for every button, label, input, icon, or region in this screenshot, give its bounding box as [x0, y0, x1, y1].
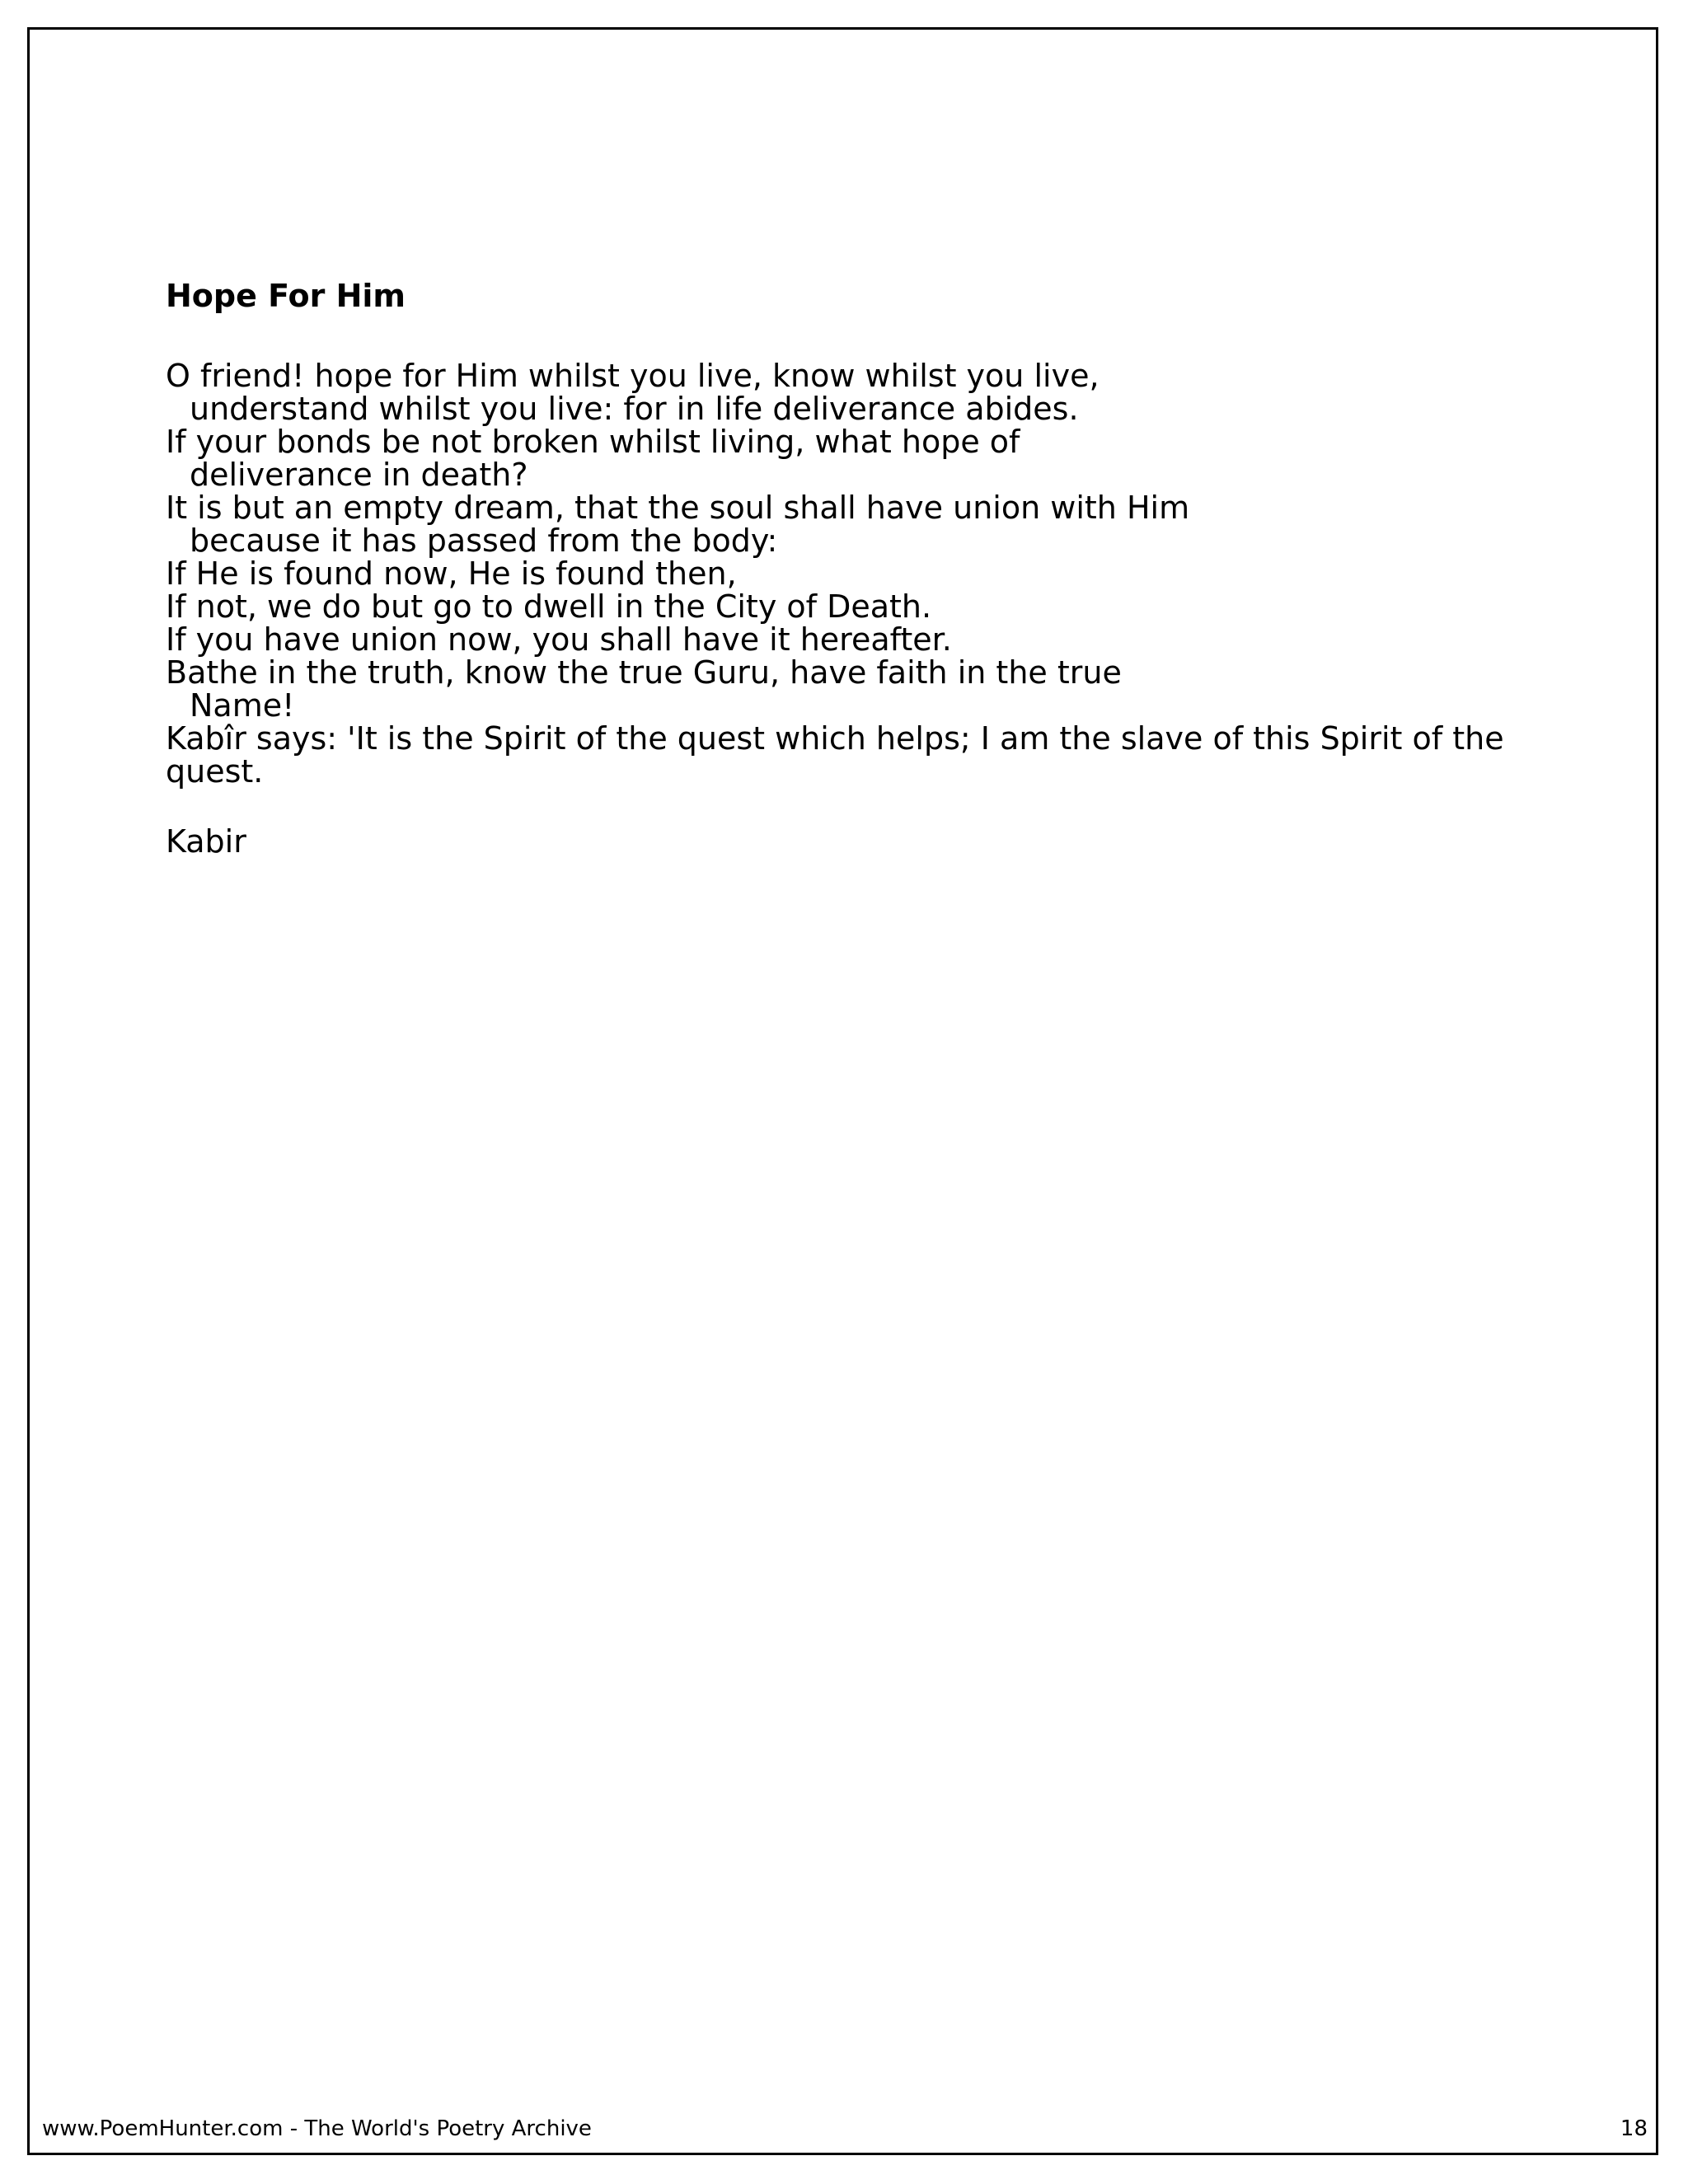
- poem-body: [166, 359, 1633, 788]
- page-frame: [27, 27, 1658, 2155]
- poem-line: If your bonds be not broken whilst living, what hope of: [166, 424, 1020, 460]
- poem-author: Kabir: [166, 823, 246, 860]
- poem-line: because it has passed from the body:: [190, 523, 778, 559]
- poem-line: It is but an empty dream, that the soul shall have union with Him: [166, 490, 1190, 526]
- poem-line: Kabîr says: 'It is the Spirit of the quest which helps; I am the slave of this Spirit of the: [166, 720, 1504, 757]
- page-number: 18: [1620, 2116, 1648, 2141]
- poem-title: Hope For Him: [166, 278, 406, 314]
- poem-line: Name!: [190, 687, 295, 724]
- poem-line: O friend! hope for Him whilst you live, know whilst you live,: [166, 358, 1100, 394]
- poem-line: Bathe in the truth, know the true Guru, have faith in the true: [166, 654, 1122, 691]
- poem-line: If you have union now, you shall have it hereafter.: [166, 621, 952, 658]
- poem-line: deliverance in death?: [190, 457, 528, 493]
- footer-source: www.PoemHunter.com - The World's Poetry Archive: [42, 2116, 592, 2141]
- poem-line: If He is found now, He is found then,: [166, 555, 737, 592]
- poem-line: If not, we do but go to dwell in the City of Death.: [166, 588, 932, 625]
- poem-line: quest.: [166, 753, 264, 790]
- poem-line: understand whilst you live: for in life deliverance abides.: [190, 391, 1079, 427]
